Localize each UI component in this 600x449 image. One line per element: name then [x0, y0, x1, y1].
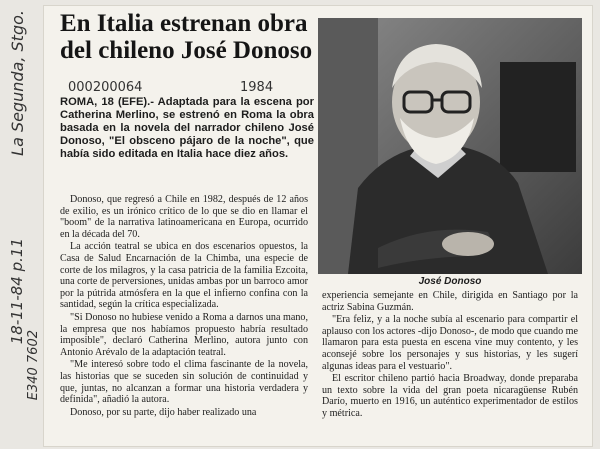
photo-caption: José Donoso	[418, 276, 482, 287]
lead-paragraph	[60, 96, 314, 161]
column-right	[322, 290, 578, 421]
headline-line-1: En Italia estrenan obra	[60, 10, 308, 37]
paragraph: El escritor chileno partió hacia Broadway, donde preparaba un texto sobre la vida del gran poeta nicaragüense Rubén Darío, muerto en 1916, un auténtico experimentador de estilos y métrica.	[322, 373, 578, 419]
column-left	[60, 194, 308, 419]
paragraph: experiencia semejante en Chile, dirigida en Santiago por la actriz Sabina Guzmán.	[322, 290, 578, 313]
paragraph: Donoso, por su parte, dijo haber realizado una	[70, 406, 257, 418]
portrait-photo	[318, 18, 582, 274]
lead-text: ROMA, 18 (EFE).- Adaptada para la escena por Catherina Merlino, se estrenó en Roma la obra basada en la novela del narrador chileno José Donoso, "El obsceno pájaro de la noche", que había sido editada en Italia hace diez años.	[60, 96, 314, 160]
source-note: La Segunda, Stgo.	[8, 10, 27, 156]
headline-line-2: del chileno José Donoso	[60, 37, 313, 64]
paragraph: Donoso, que regresó a Chile en 1982, después de 12 años de exilio, es un irónico crítico de lo que se dio en llamar el "boom" de la narrativa latinoamericana en Europa, ocurrido en la década del 70.	[60, 194, 308, 240]
archive-year: 1984	[240, 80, 274, 95]
paragraph: "Me interesó sobre todo el clima fascinante de la novela, las historias que se suceden sin solución de continuidad y que, juntas, no alcanzan a formar una historia verdadera y definida", añadió la autora.	[60, 359, 308, 406]
archive-number: 000200064	[68, 80, 143, 95]
code-note: E340 7602	[26, 330, 41, 401]
date-note: 18-11-84 p.11	[8, 238, 26, 345]
paragraph: "Si Donoso no hubiese venido a Roma a darnos una mano, la empresa que nos habíamos propuesto habría resultado imposible", declaró Catherina Merlino, autora junto con Antonio Arévalo de la adaptación teatral.	[60, 311, 308, 358]
paragraph: "Era feliz, y a la noche subía al escenario para compartir el aplauso con los actores -dijo Donoso-, de modo que cuando me llamaron para esta puesta en escena vine muy contento, y les aconsejé sobre los personajes y sus historias, y les sugerí algunas ideas para el vestuario".	[322, 314, 578, 372]
headline	[60, 10, 318, 64]
paragraph: La acción teatral se ubica en dos escenarios opuestos, la Casa de Salud Encarnación de la Chimba, una especie de corte de los milagros, y la casa patricia de la familia Ezcoita, una corte de perversiones, unidas ambas por un barroco amor por la pútrida atmósfera en la que el infierno confina con la santidad, según la crítica especializada.	[60, 241, 308, 311]
portrait-image	[318, 18, 582, 274]
side-annotations	[2, 10, 42, 440]
archive-stamp	[68, 80, 318, 96]
